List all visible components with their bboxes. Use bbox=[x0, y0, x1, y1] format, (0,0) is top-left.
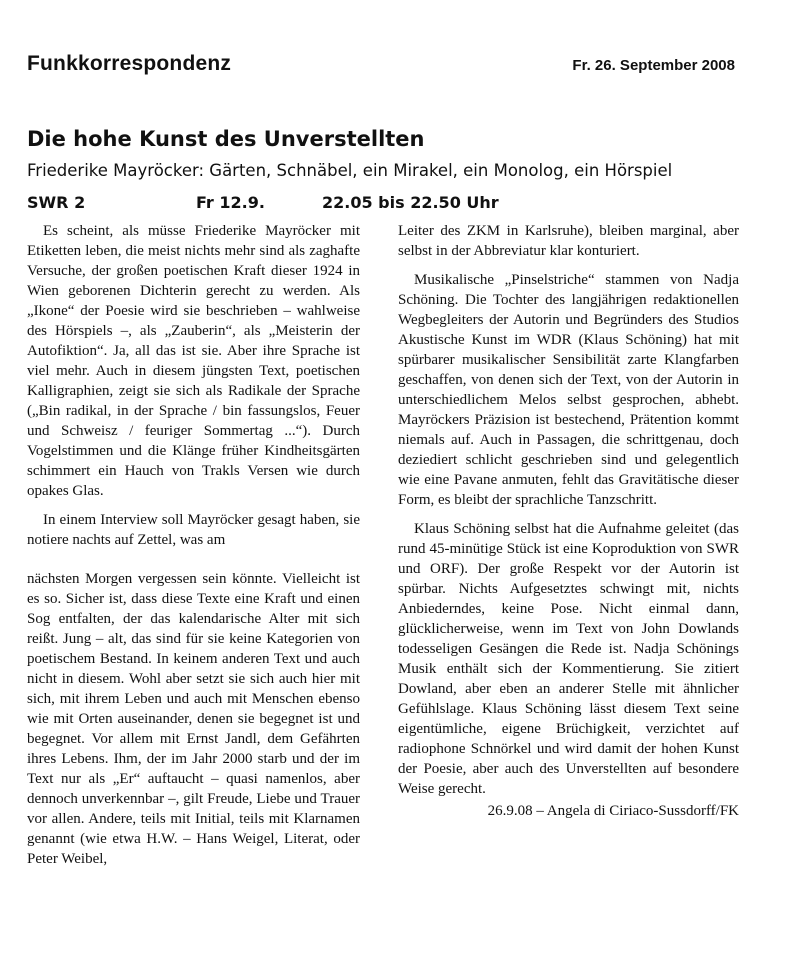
paragraph: Es scheint, als müsse Friederike Mayröcker mit Etiketten leben, die meist nichts mehr sind als zaghafte Versuche, der großen poetischen Kraft dieser 1924 in Wien geborenen Dichterin gerecht zu werden. Als „Ikone“ der Poesie wird sie beschrieben – wahlweise des Hörspiels –, als „Zauberin“, als „Meisterin der Autofiktion“. Ja, all das ist sie. Aber ihre Sprache ist viel mehr. Auch in diesem jüngsten Text, poetischen Kalligraphien, zeigt sie sich als Radikale der Sprache („Bin radikal, in der Sprache / bin fassungslos, Feuer und Schweisz / feuriger Sommertag ...“). Durch Vogelstimmen und die Klänge früher Kindheitsgärten schimmert ein Hauch von Trakls Versen wie durch opakes Glas. bbox=[27, 223, 360, 499]
article-column-left-top bbox=[27, 221, 360, 550]
article-subtitle: Friederike Mayröcker: Gärten, Schnäbel, ein Mirakel, ein Monolog, ein Hörspiel bbox=[27, 161, 673, 180]
article-column-right bbox=[398, 221, 739, 821]
paragraph: Klaus Schöning selbst hat die Aufnahme geleitet (das rund 45-minütige Stück ist eine Koproduktion von SWR und ORF). Der große Respekt vor der Autorin ist spürbar. Nichts Aufgesetztes schwingt mit, nichts Anbiederndes, keine Pose. Nicht einmal dann, glücklicherweise, wenn im Text von John Dowlands todesseligen Gesängen die Rede ist. Nadja Schönings Musik enthält sich der Kommentierung. Sie zitiert Dowland, aber eben an anderer Stelle mit ähnlicher Gefühlslage. Klaus Schöning lässt diesem Text seine eigentümliche, eigene Brüchigkeit, verzichtet auf radiophone Schnörkel und wird damit der hohen Kunst der Poesie, aber auch des Unverstellten auf besondere Weise gerecht. bbox=[398, 521, 739, 797]
author-signature: 26.9.08 – Angela di Ciriaco-Sussdorff/FK bbox=[487, 803, 739, 819]
article-title: Die hohe Kunst des Unverstellten bbox=[27, 127, 425, 151]
broadcast-time: 22.05 bis 22.50 Uhr bbox=[322, 193, 499, 212]
broadcast-station: SWR 2 bbox=[27, 193, 86, 212]
paragraph: Musikalische „Pinselstriche“ stammen von Nadja Schöning. Die Tochter des langjährigen redaktionellen Wegbegleiters der Autorin und Begründers des Studios Akustische Kunst im WDR (Klaus Schöning) hat mit spürbarer musikalischer Sensibilität zarte Klangfarben geschaffen, von denen sich der Text, von der Autorin in unterschiedlichem Melos selbst gesprochen, abhebt. Mayröckers Präzision ist bestechend, Prätention kommt niemals auf. Auch in Passagen, die schrittgenau, doch deziediert schlicht geschrieben sind und gelegentlich wie eine Pavane anmuten, fehlt das Gravitätische dieser Form, es bleibt der sprachliche Tanzschritt. bbox=[398, 272, 739, 508]
article-column-left-bottom bbox=[27, 569, 360, 869]
publication-name: Funkkorrespondenz bbox=[27, 52, 232, 75]
issue-date: Fr. 26. September 2008 bbox=[572, 57, 735, 74]
paragraph: Leiter des ZKM in Karlsruhe), bleiben marginal, aber selbst in der Abbreviatur klar konturiert. bbox=[398, 223, 739, 259]
broadcast-day: Fr 12.9. bbox=[196, 193, 265, 212]
paragraph: In einem Interview soll Mayröcker gesagt haben, sie notiere nachts auf Zettel, was am bbox=[27, 512, 360, 548]
paragraph: nächsten Morgen vergessen sein könnte. Vielleicht ist es so. Sicher ist, dass diese Texte eine Kraft und einen Sog entfalten, der das kalendarische Alter mit sich reißt. Jung – alt, das sind für sie keine Kategorien von poetischem Bestand. In keinem anderen Text und auch nicht in diesem. Wohl aber setzt sie sich auch hier mit sich, mit ihrem Leben und auch mit Menschen ebenso wie mit Orten auseinander, denen sie begegnet ist und begegnet. Vor allem mit Ernst Jandl, dem Gefährten ihres Lebens. Ihm, der im Jahr 2000 starb und der im Text nur als „Er“ auftaucht – quasi namenlos, aber dennoch unverkennbar –, gilt Freude, Liebe und Trauer vor allen. Andere, teils mit Initial, teils mit Klarnamen genannt (wie etwa H.W. – Hans Weigel, Literat, oder Peter Weibel, bbox=[27, 571, 360, 867]
